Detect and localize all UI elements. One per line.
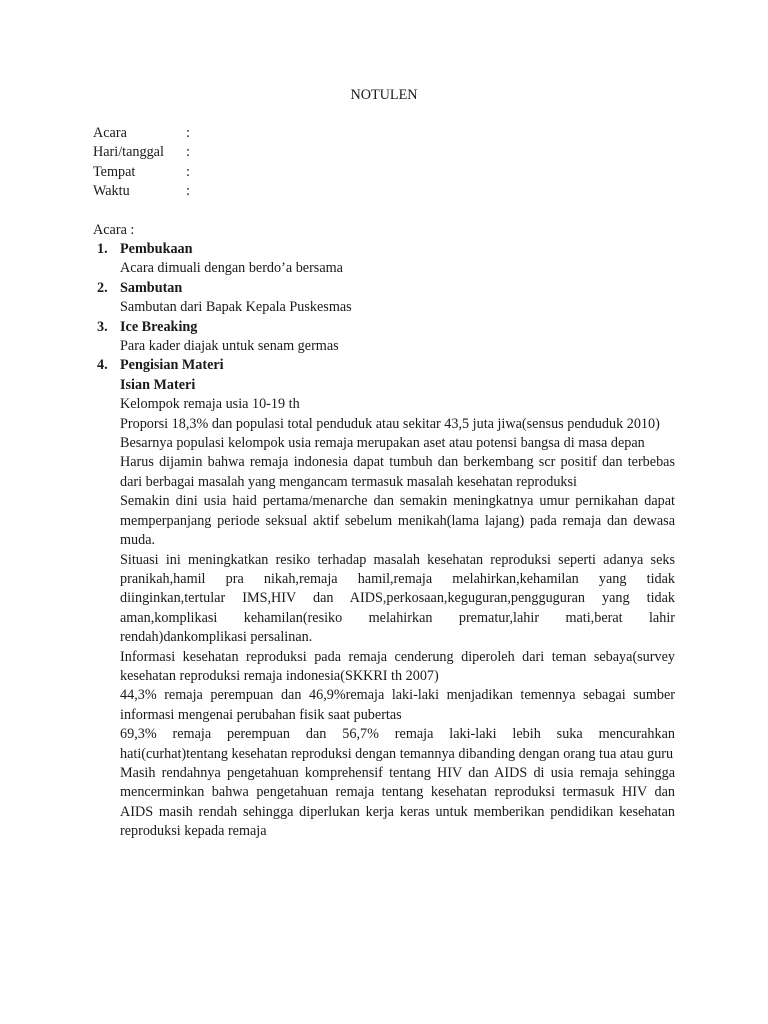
field-colon: :: [186, 183, 190, 200]
materi-paragraph: 44,3% remaja perempuan dan 46,9%remaja laki-laki menjadikan temennya sebagai sumber informasi mengenai perubahan fisik saat pubertas: [120, 687, 675, 723]
item-number: 4.: [97, 357, 108, 374]
materi-paragraph: Situasi ini meningkatkan resiko terhadap masalah kesehatan reproduksi seperti adanya seks pranikah,hamil pra nikah,remaja hamil,remaja melahirkan,kehamilan yang tidak diinginkan,tertular IMS,HIV dan AIDS,perkosaan,keguguran,pengguguran yang tidak aman,komplikasi kehamilan(resiko melahirkan prematur,lahir mati,berat lahir rendah)dankomplikasi persalinan.: [120, 551, 675, 646]
item-title: Pengisian Materi: [120, 357, 224, 374]
agenda-item-pengisian-materi: [93, 356, 675, 841]
field-waktu: [93, 182, 200, 201]
agenda-item-pembukaan: [93, 240, 675, 279]
item-subtitle: Isian Materi: [120, 376, 196, 393]
agenda-list: [93, 240, 675, 842]
agenda-item-sambutan: [93, 279, 675, 318]
item-text: Para kader diajak untuk senam germas: [120, 338, 339, 355]
materi-paragraph: Harus dijamin bahwa remaja indonesia dapat tumbuh dan berkembang scr positif dan terbebas dari berbagai masalah yang mengancam termasuk masalah kesehatan reproduksi: [120, 454, 675, 490]
materi-paragraph: Masih rendahnya pengetahuan komprehensif tentang HIV dan AIDS di usia remaja sehingga mencerminkan bahwa pengetahuan remaja tentang kesehatan reproduksi termasuk HIV dan AIDS masih rendah sehingga diperlukan kerja keras untuk memberikan pendidikan kesehatan reproduksi kepada remaja: [120, 764, 675, 840]
materi-paragraph: 69,3% remaja perempuan dan 56,7% remaja laki-laki lebih suka mencurahkan hati(curhat)tentang kesehatan reproduksi dengan temannya dibanding dengan orang tua atau guru: [120, 726, 675, 762]
field-colon: :: [186, 144, 190, 161]
document-title: NOTULEN: [350, 87, 418, 103]
field-tempat: [93, 163, 200, 182]
materi-paragraph: Proporsi 18,3% dan populasi total penduduk atau sekitar 43,5 juta jiwa(sensus penduduk 2010): [120, 415, 660, 432]
field-acara: [93, 124, 200, 143]
field-colon: :: [186, 125, 190, 141]
materi-paragraph: Semakin dini usia haid pertama/menarche dan semakin meningkatnya umur pernikahan dapat memperpanjang periode seksual aktif sebelum menikah(lama lajang) pada remaja dan dewasa muda.: [120, 493, 675, 549]
field-colon: :: [186, 163, 190, 180]
meeting-fields: [93, 124, 200, 202]
item-title: Ice Breaking: [120, 318, 198, 335]
item-text: Sambutan dari Bapak Kepala Puskesmas: [120, 299, 352, 316]
item-number: 3.: [97, 318, 108, 335]
materi-paragraph: Besarnya populasi kelompok usia remaja merupakan aset atau potensi bangsa di masa depan: [120, 435, 645, 452]
item-title: Sambutan: [120, 279, 183, 296]
field-hari-tanggal: [93, 143, 200, 162]
acara-heading: Acara :: [93, 222, 135, 238]
materi-paragraph: Kelompok remaja usia 10-19 th: [120, 396, 300, 413]
item-number: 2.: [97, 279, 108, 296]
agenda-item-ice-breaking: [93, 318, 675, 357]
materi-paragraph: Informasi kesehatan reproduksi pada remaja cenderung diperoleh dari teman sebaya(survey kesehatan reproduksi remaja indonesia(SKKRI th 2007): [120, 648, 675, 684]
field-label: Waktu: [93, 183, 130, 200]
field-label: Acara: [93, 125, 127, 141]
item-text: Acara dimuali dengan berdo’a bersama: [120, 260, 343, 277]
field-label: Hari/tanggal: [93, 144, 164, 161]
item-title: Pembukaan: [120, 241, 193, 257]
item-number: 1.: [97, 241, 108, 257]
field-label: Tempat: [93, 163, 136, 180]
